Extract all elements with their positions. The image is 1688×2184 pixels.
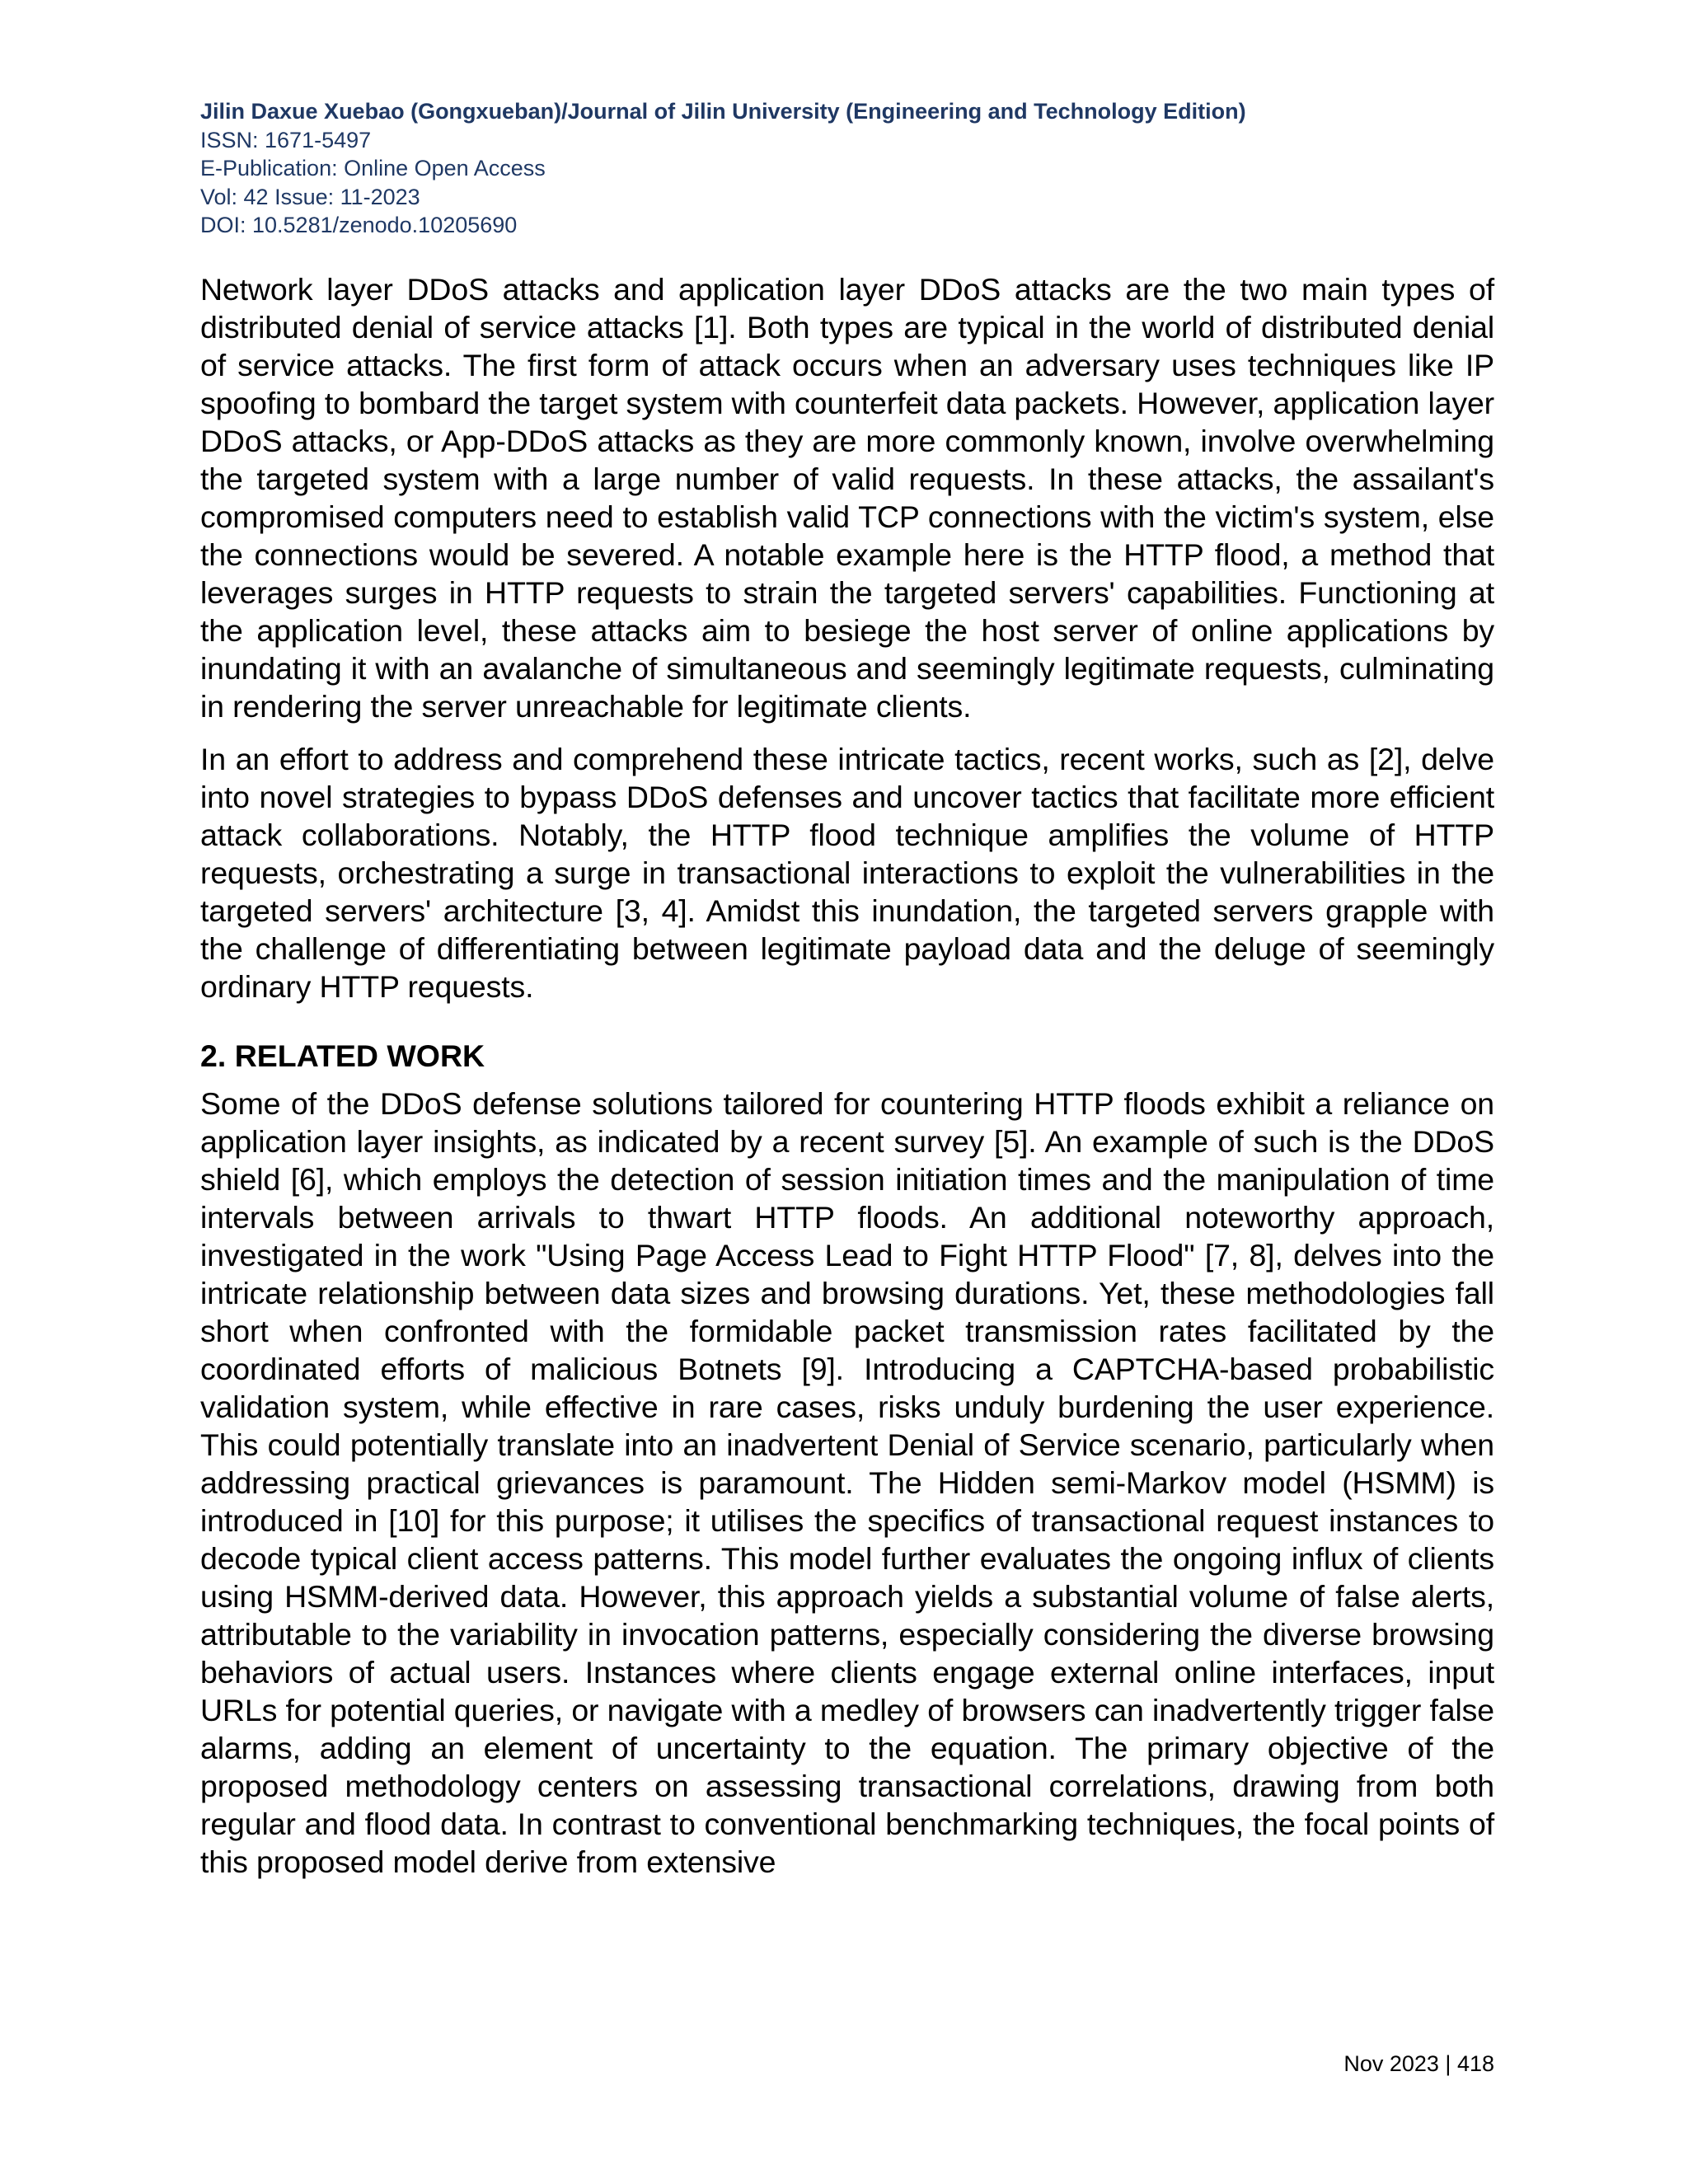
paragraph-2: In an effort to address and comprehend these intricate tactics, recent works, such as [2], delve into novel strategies to bypass DDoS defenses and uncover tactics that facilitate more efficient attack collaborations. Notably, the HTTP flood technique amplifies the volume of HTTP requests, orchestrating a surge in transactional interactions to exploit the vulnerabilities in the targeted servers' architecture [3, 4]. Amidst this inundation, the targeted servers grapple with the challenge of differentiating between legitimate payload data and the deluge of seemingly ordinary HTTP requests. xyxy=(200,742,1494,1004)
paragraph-3: Some of the DDoS defense solutions tailored for countering HTTP floods exhibit a reliance on application layer insights, as indicated by a recent survey [5]. An example of such is the DDoS shield [6], which employs the detection of session initiation times and the manipulation of time intervals between arrivals to thwart HTTP floods. An additional noteworthy approach, investigated in the work "Using Page Access Lead to Fight HTTP Flood" [7, 8], delves into the intricate relationship between data sizes and browsing durations. Yet, these methodologies fall short when confronted with the formidable packet transmission rates facilitated by the coordinated efforts of malicious Botnets [9]. Introducing a CAPTCHA-based probabilistic validation system, while effective in rare cases, risks unduly burdening the user experience. This could potentially translate into an inadvertent Denial of Service scenario, particularly when addressing practical grievances is paramount. The Hidden semi-Markov model (HSMM) is introduced in [10] for this purpose; it utilises the specifics of transactional request instances to decode typical client access patterns. This model further evaluates the ongoing influx of clients using HSMM-derived data. However, this approach yields a substantial volume of false alerts, attributable to the variability in invocation patterns, especially considering the diverse browsing behaviors of actual users. Instances where clients engage external online interfaces, input URLs for potential queries, or navigate with a medley of browsers can inadvertently trigger false alarms, adding an element of uncertainty to the equation. The primary objective of the proposed methodology centers on assessing transactional correlations, drawing from both regular and flood data. In contrast to conventional benchmarking techniques, the focal points of this proposed model derive from extensive xyxy=(200,1086,1494,1879)
paragraph-1: Network layer DDoS attacks and application layer DDoS attacks are the two main types of distributed denial of service attacks [1]. Both types are typical in the world of distributed denial of service attacks. The first form of attack occurs when an adversary uses techniques like IP spoofing to bombard the target system with counterfeit data packets. However, application layer DDoS attacks, or App-DDoS attacks as they are more commonly known, involve overwhelming the targeted system with a large number of valid requests. In these attacks, the assailant's compromised computers need to establish valid TCP connections with the victim's system, else the connections would be severed. A notable example here is the HTTP flood, a method that leverages surges in HTTP requests to strain the targeted servers' capabilities. Functioning at the application level, these attacks aim to besiege the host server of online applications by inundating it with an avalanche of simultaneous and seemingly legitimate requests, culminating in rendering the server unreachable for legitimate clients. xyxy=(200,272,1494,724)
publication-type: E-Publication: Online Open Access xyxy=(200,156,546,180)
doi: DOI: 10.5281/zenodo.10205690 xyxy=(200,213,518,237)
issn: ISSN: 1671-5497 xyxy=(200,127,372,152)
journal-title: Jilin Daxue Xuebao (Gongxueban)/Journal of Jilin University (Engineering and Technology Edition) xyxy=(200,99,1246,124)
article-body xyxy=(200,270,1494,1896)
journal-header xyxy=(200,97,1536,240)
section-heading-related-work: 2. RELATED WORK xyxy=(200,1038,485,1073)
page-footer: Nov 2023 | 418 xyxy=(1343,2051,1494,2076)
volume-issue: Vol: 42 Issue: 11-2023 xyxy=(200,184,420,209)
